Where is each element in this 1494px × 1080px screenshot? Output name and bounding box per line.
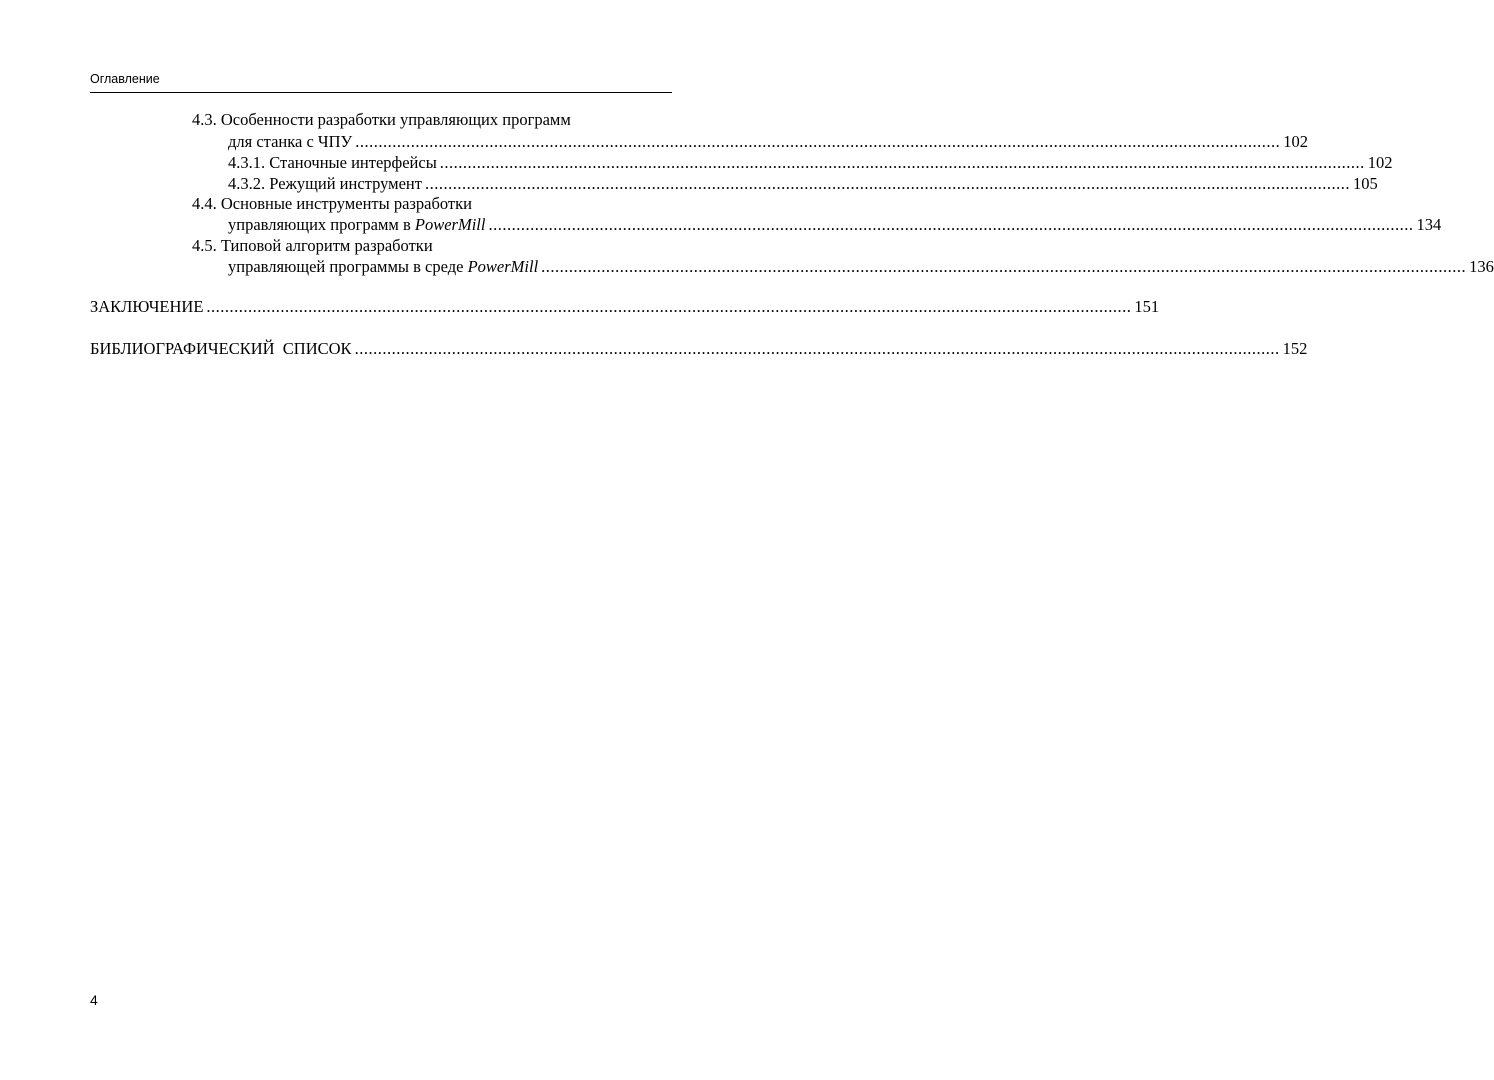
toc-page-number: 102	[1367, 153, 1393, 172]
toc-entry-4-5[interactable]	[228, 257, 1494, 277]
toc-entry-text: БИБЛИОГРАФИЧЕСКИЙ СПИСОК	[90, 339, 352, 358]
toc-entry-4-3[interactable]	[228, 132, 1308, 152]
leader-dots: ........................................................................................................................................................................................................	[355, 132, 1281, 151]
toc-entry-4-5-title: 4.5. Типовой алгоритм разработки	[192, 236, 433, 255]
toc-page-number: 152	[1282, 339, 1308, 358]
leader-dots: ........................................................................................................................................................................................................	[439, 153, 1365, 172]
toc-entry-4-4[interactable]	[228, 215, 1442, 235]
toc-entry-4-3-1[interactable]	[228, 153, 1393, 173]
toc-entry-text: 4.3.1. Станочные интерфейсы	[228, 153, 437, 172]
leader-dots: ........................................................................................................................................................................................................	[424, 174, 1350, 193]
running-head-title: Оглавление	[90, 72, 160, 86]
toc-page-number: 102	[1283, 132, 1308, 151]
page-number: 4	[90, 992, 98, 1008]
toc-page-number: 105	[1352, 174, 1378, 193]
toc-entry-text: управляющей программы в среде PowerMill	[228, 257, 539, 276]
toc-entry-text: 4.3.2. Режущий инструмент	[228, 174, 422, 193]
toc-entry-4-3-2[interactable]	[228, 174, 1378, 194]
toc-entry-text: управляющих программ в PowerMill	[228, 215, 486, 234]
leader-dots: ........................................................................................................................................................................................................	[206, 297, 1132, 316]
toc-entry-text: для станка с ЧПУ	[228, 132, 353, 151]
toc-entry-4-4-title: 4.4. Основные инструменты разработки	[192, 194, 472, 213]
toc-entry-4-3-title: 4.3. Особенности разработки управляющих программ	[192, 110, 571, 129]
toc-entry-bibliography[interactable]	[90, 339, 1308, 359]
leader-dots: ........................................................................................................................................................................................................	[541, 257, 1467, 276]
leader-dots: ........................................................................................................................................................................................................	[354, 339, 1280, 358]
toc-page-number: 151	[1134, 297, 1160, 316]
toc-entry-text: ЗАКЛЮЧЕНИЕ	[90, 297, 204, 316]
header-rule	[90, 92, 672, 93]
toc-page-number: 136	[1469, 257, 1494, 276]
leader-dots: ........................................................................................................................................................................................................	[488, 215, 1414, 234]
toc-entry-conclusion[interactable]	[90, 297, 1160, 317]
toc-page-number: 134	[1416, 215, 1442, 234]
